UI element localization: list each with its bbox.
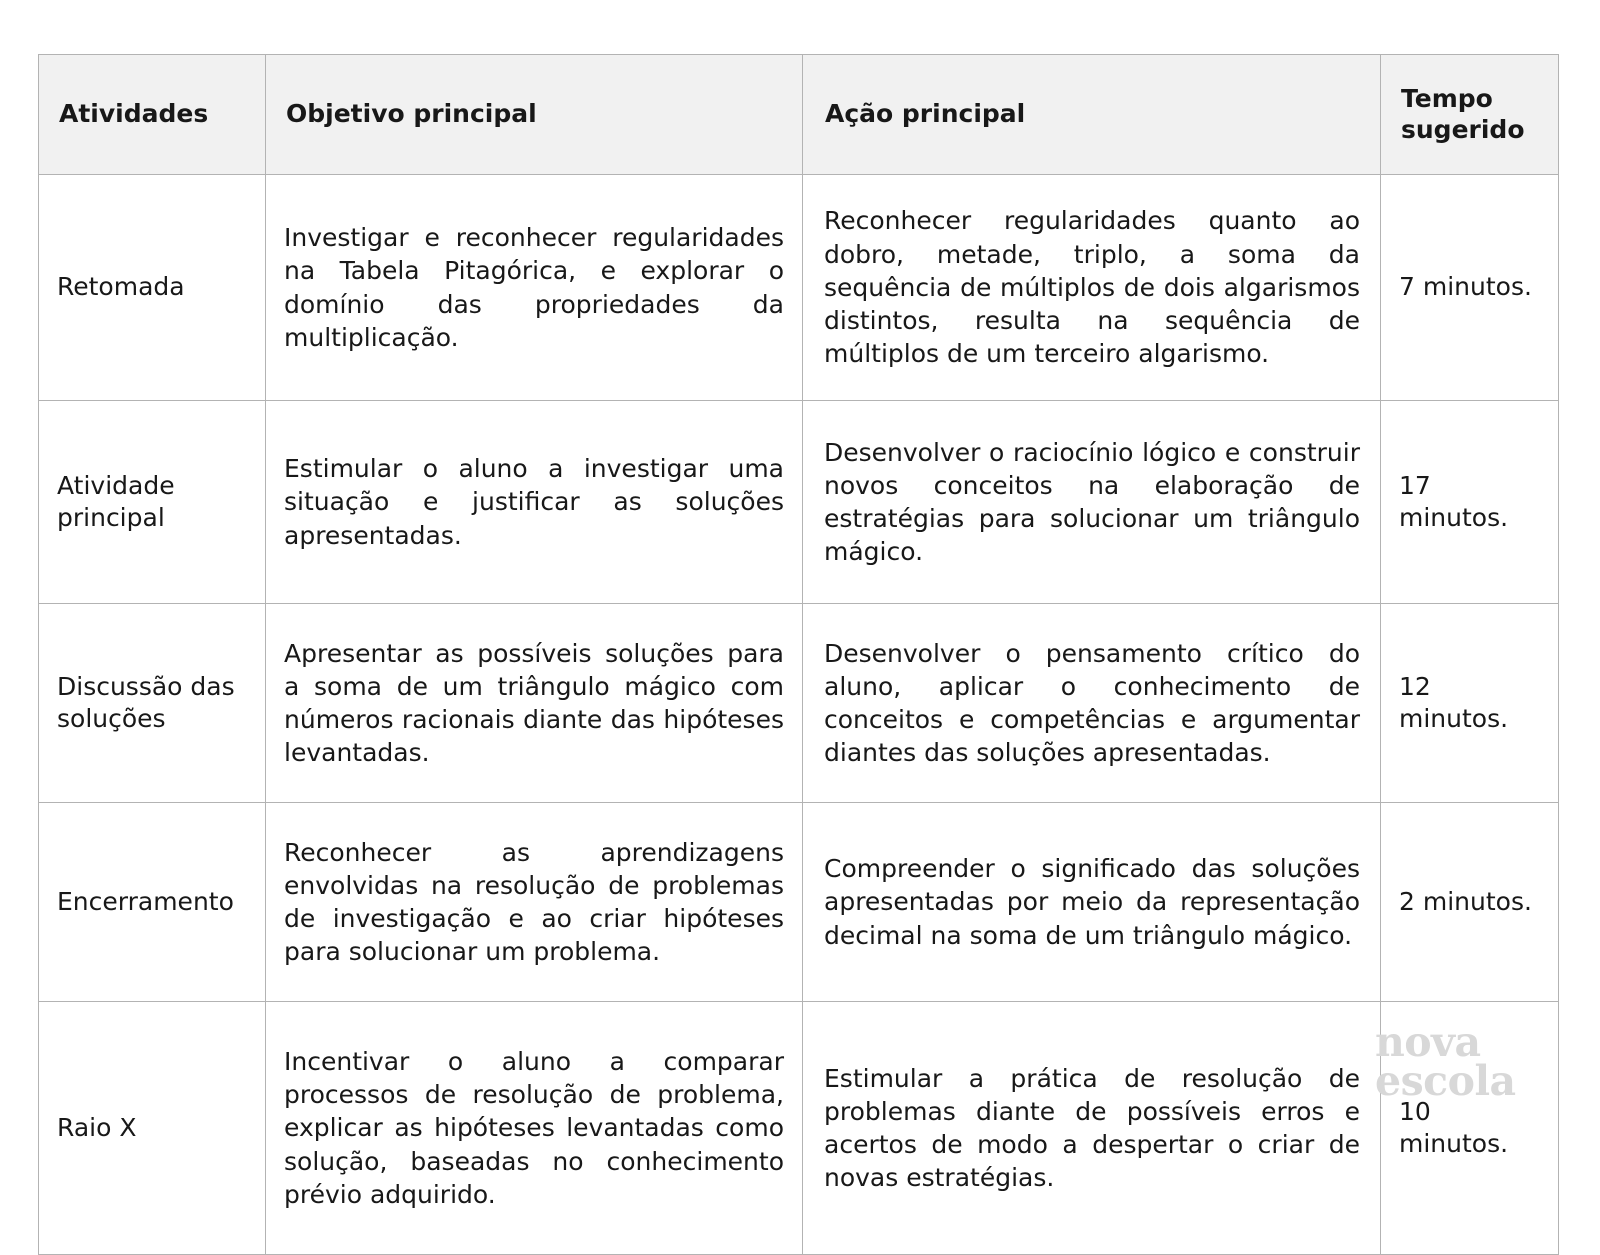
table-header bbox=[39, 55, 1559, 175]
column-header-acao-principal: Ação principal bbox=[803, 55, 1381, 175]
cell-acao: Desenvolver o pensamento crítico do aluno, aplicar o conhecimento de conceitos e competências e argumentar diantes das soluções apresentadas. bbox=[803, 604, 1381, 803]
cell-objetivo: Reconhecer as aprendizagens envolvidas na resolução de problemas de investigação e ao criar hipóteses para solucionar um problema. bbox=[266, 803, 803, 1002]
table-row bbox=[39, 803, 1559, 1002]
watermark-line-escola: escola bbox=[1375, 1056, 1516, 1105]
column-header-atividades: Atividades bbox=[39, 55, 266, 175]
cell-tempo: 17 minutos. bbox=[1381, 401, 1559, 604]
table-row bbox=[39, 175, 1559, 401]
table-header-row bbox=[39, 55, 1559, 175]
cell-objetivo: Incentivar o aluno a comparar processos de resolução de problema, explicar as hipóteses levantadas como solução, baseadas no conhecimento prévio adquirido. bbox=[266, 1002, 803, 1255]
cell-acao: Reconhecer regularidades quanto ao dobro, metade, triplo, a soma da sequência de múltiplos de dois algarismos distintos, resulta na sequência de múltiplos de um terceiro algarismo. bbox=[803, 175, 1381, 401]
cell-tempo: 2 minutos. bbox=[1381, 803, 1559, 1002]
table-row bbox=[39, 401, 1559, 604]
cell-atividade: Encerramento bbox=[39, 803, 266, 1002]
cell-atividade: Atividade principal bbox=[39, 401, 266, 604]
cell-objetivo: Apresentar as possíveis soluções para a soma de um triângulo mágico com números racionais diante das hipóteses levantadas. bbox=[266, 604, 803, 803]
table-row bbox=[39, 1002, 1559, 1255]
cell-tempo: 10 minutos. bbox=[1381, 1002, 1559, 1255]
cell-atividade: Raio X bbox=[39, 1002, 266, 1255]
cell-acao: Compreender o significado das soluções apresentadas por meio da representação decimal na soma de um triângulo mágico. bbox=[803, 803, 1381, 1002]
cell-acao: Desenvolver o raciocínio lógico e construir novos conceitos na elaboração de estratégias para solucionar um triângulo mágico. bbox=[803, 401, 1381, 604]
column-header-objetivo-principal: Objetivo principal bbox=[266, 55, 803, 175]
cell-tempo: 7 minutos. bbox=[1381, 175, 1559, 401]
cell-tempo: 12 minutos. bbox=[1381, 604, 1559, 803]
column-header-tempo-sugerido: Tempo sugerido bbox=[1381, 55, 1559, 175]
cell-atividade: Discussão das soluções bbox=[39, 604, 266, 803]
table-row bbox=[39, 604, 1559, 803]
watermark-line-nova: nova bbox=[1375, 1018, 1481, 1066]
lesson-plan-table-container bbox=[38, 54, 1558, 1255]
table-body bbox=[39, 175, 1559, 1255]
cell-objetivo: Estimular o aluno a investigar uma situação e justificar as soluções apresentadas. bbox=[266, 401, 803, 604]
lesson-plan-table bbox=[38, 54, 1559, 1255]
cell-atividade: Retomada bbox=[39, 175, 266, 401]
cell-acao: Estimular a prática de resolução de problemas diante de possíveis erros e acertos de modo a despertar o criar de novas estratégias. bbox=[803, 1002, 1381, 1255]
cell-objetivo: Investigar e reconhecer regularidades na Tabela Pitagórica, e explorar o domínio das propriedades da multiplicação. bbox=[266, 175, 803, 401]
